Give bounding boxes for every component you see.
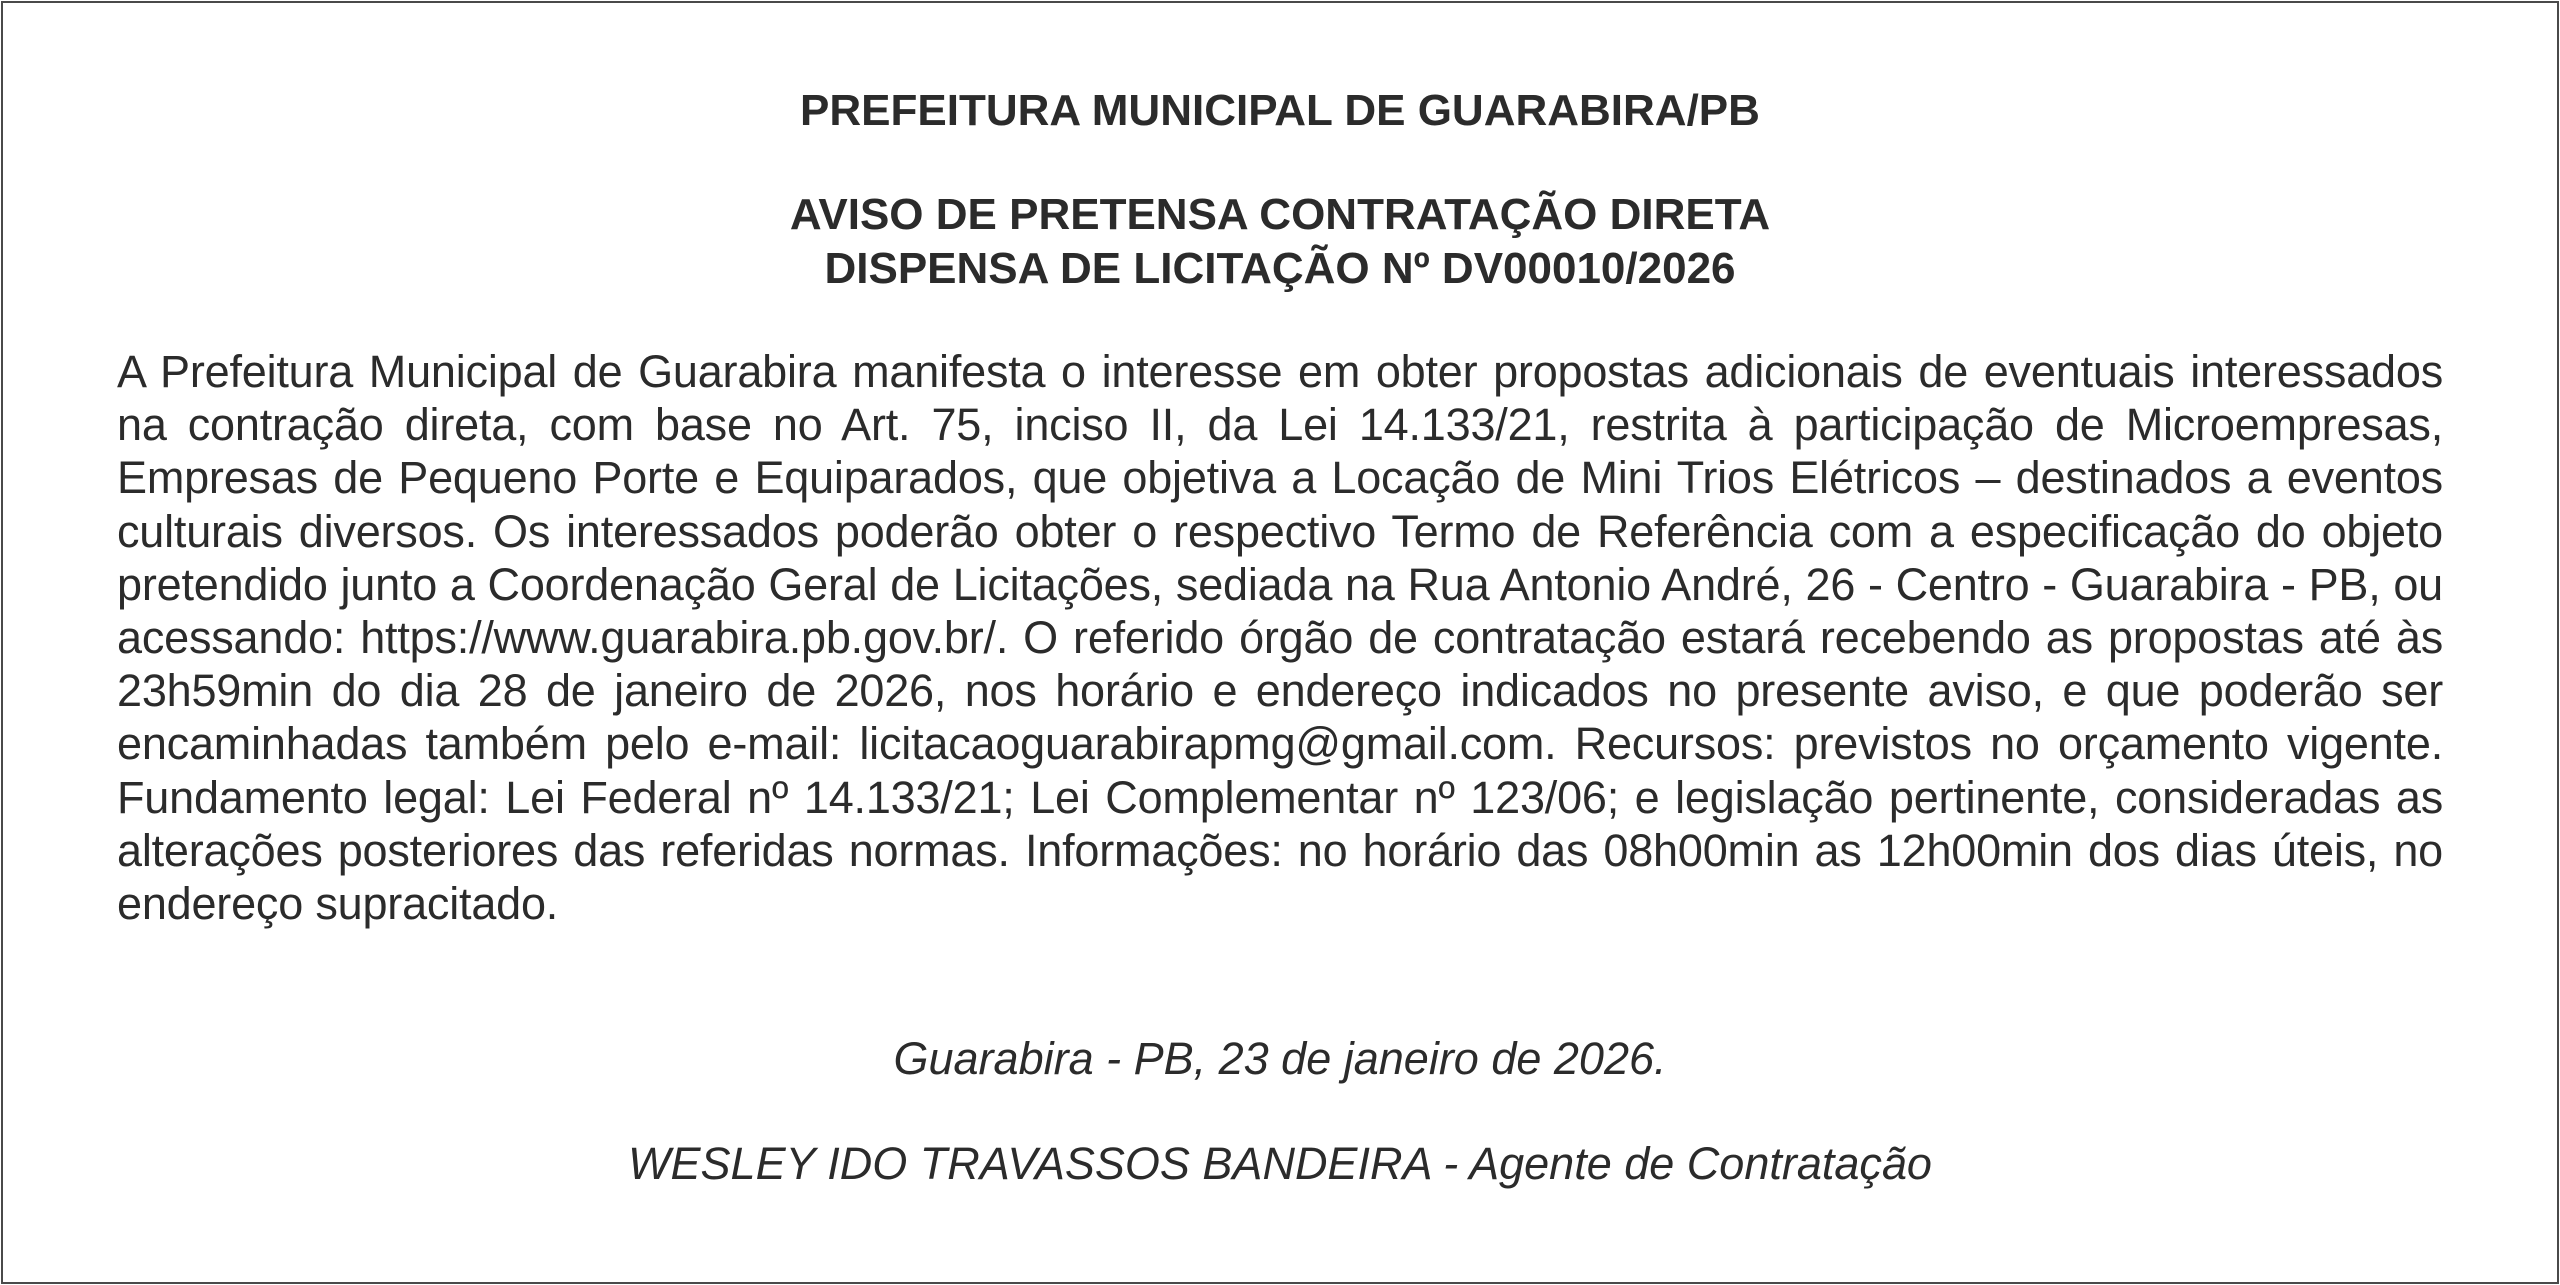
notice-title-line-1: AVISO DE PRETENSA CONTRATAÇÃO DIRETA xyxy=(789,190,1771,239)
notice-body-paragraph: A Prefeitura Municipal de Guarabira manifesta o interesse em obter propostas adicionais de eventuais interessados na contração direta, com base no Art. 75, inciso II, da Lei 14.133/21, restrita à participação de Microempresas, Empresas de Pequeno Porte e Equiparados, que objetiva a Locação de Mini Trios Elétricos – destinados a eventos culturais diversos. Os interessados poderão obter o respectivo Termo de Referência com a especificação do objeto pretendido junto a Coordenação Geral de Licitações, sediada na Rua Antonio André, 26 - Centro - Guarabira - PB, ou acessando: https://www.guarabira.pb.gov.br/. O referido órgão de contratação estará recebendo as propostas até às 23h59min do dia 28 de janeiro de 2026, nos horário e endereço indicados no presente aviso, e que poderão ser encaminhadas também pelo e-mail: licitacaoguarabirapmg@gmail.com. Recursos: previstos no orçamento vigente. Fundamento legal: Lei Federal nº 14.133/21; Lei Complementar nº 123/06; e legislação pertinente, consideradas as alterações posteriores das referidas normas. Informações: no horário das 08h00min as 12h00min dos dias úteis, no endereço supracitado. xyxy=(117,346,2443,930)
place-and-date: Guarabira - PB, 23 de janeiro de 2026. xyxy=(893,1033,1667,1084)
signature-line: WESLEY IDO TRAVASSOS BANDEIRA - Agente de Contratação xyxy=(628,1138,1932,1189)
organization-heading: PREFEITURA MUNICIPAL DE GUARABIRA/PB xyxy=(800,86,1760,135)
notice-title-line-2: DISPENSA DE LICITAÇÃO Nº DV00010/2026 xyxy=(824,244,1736,293)
